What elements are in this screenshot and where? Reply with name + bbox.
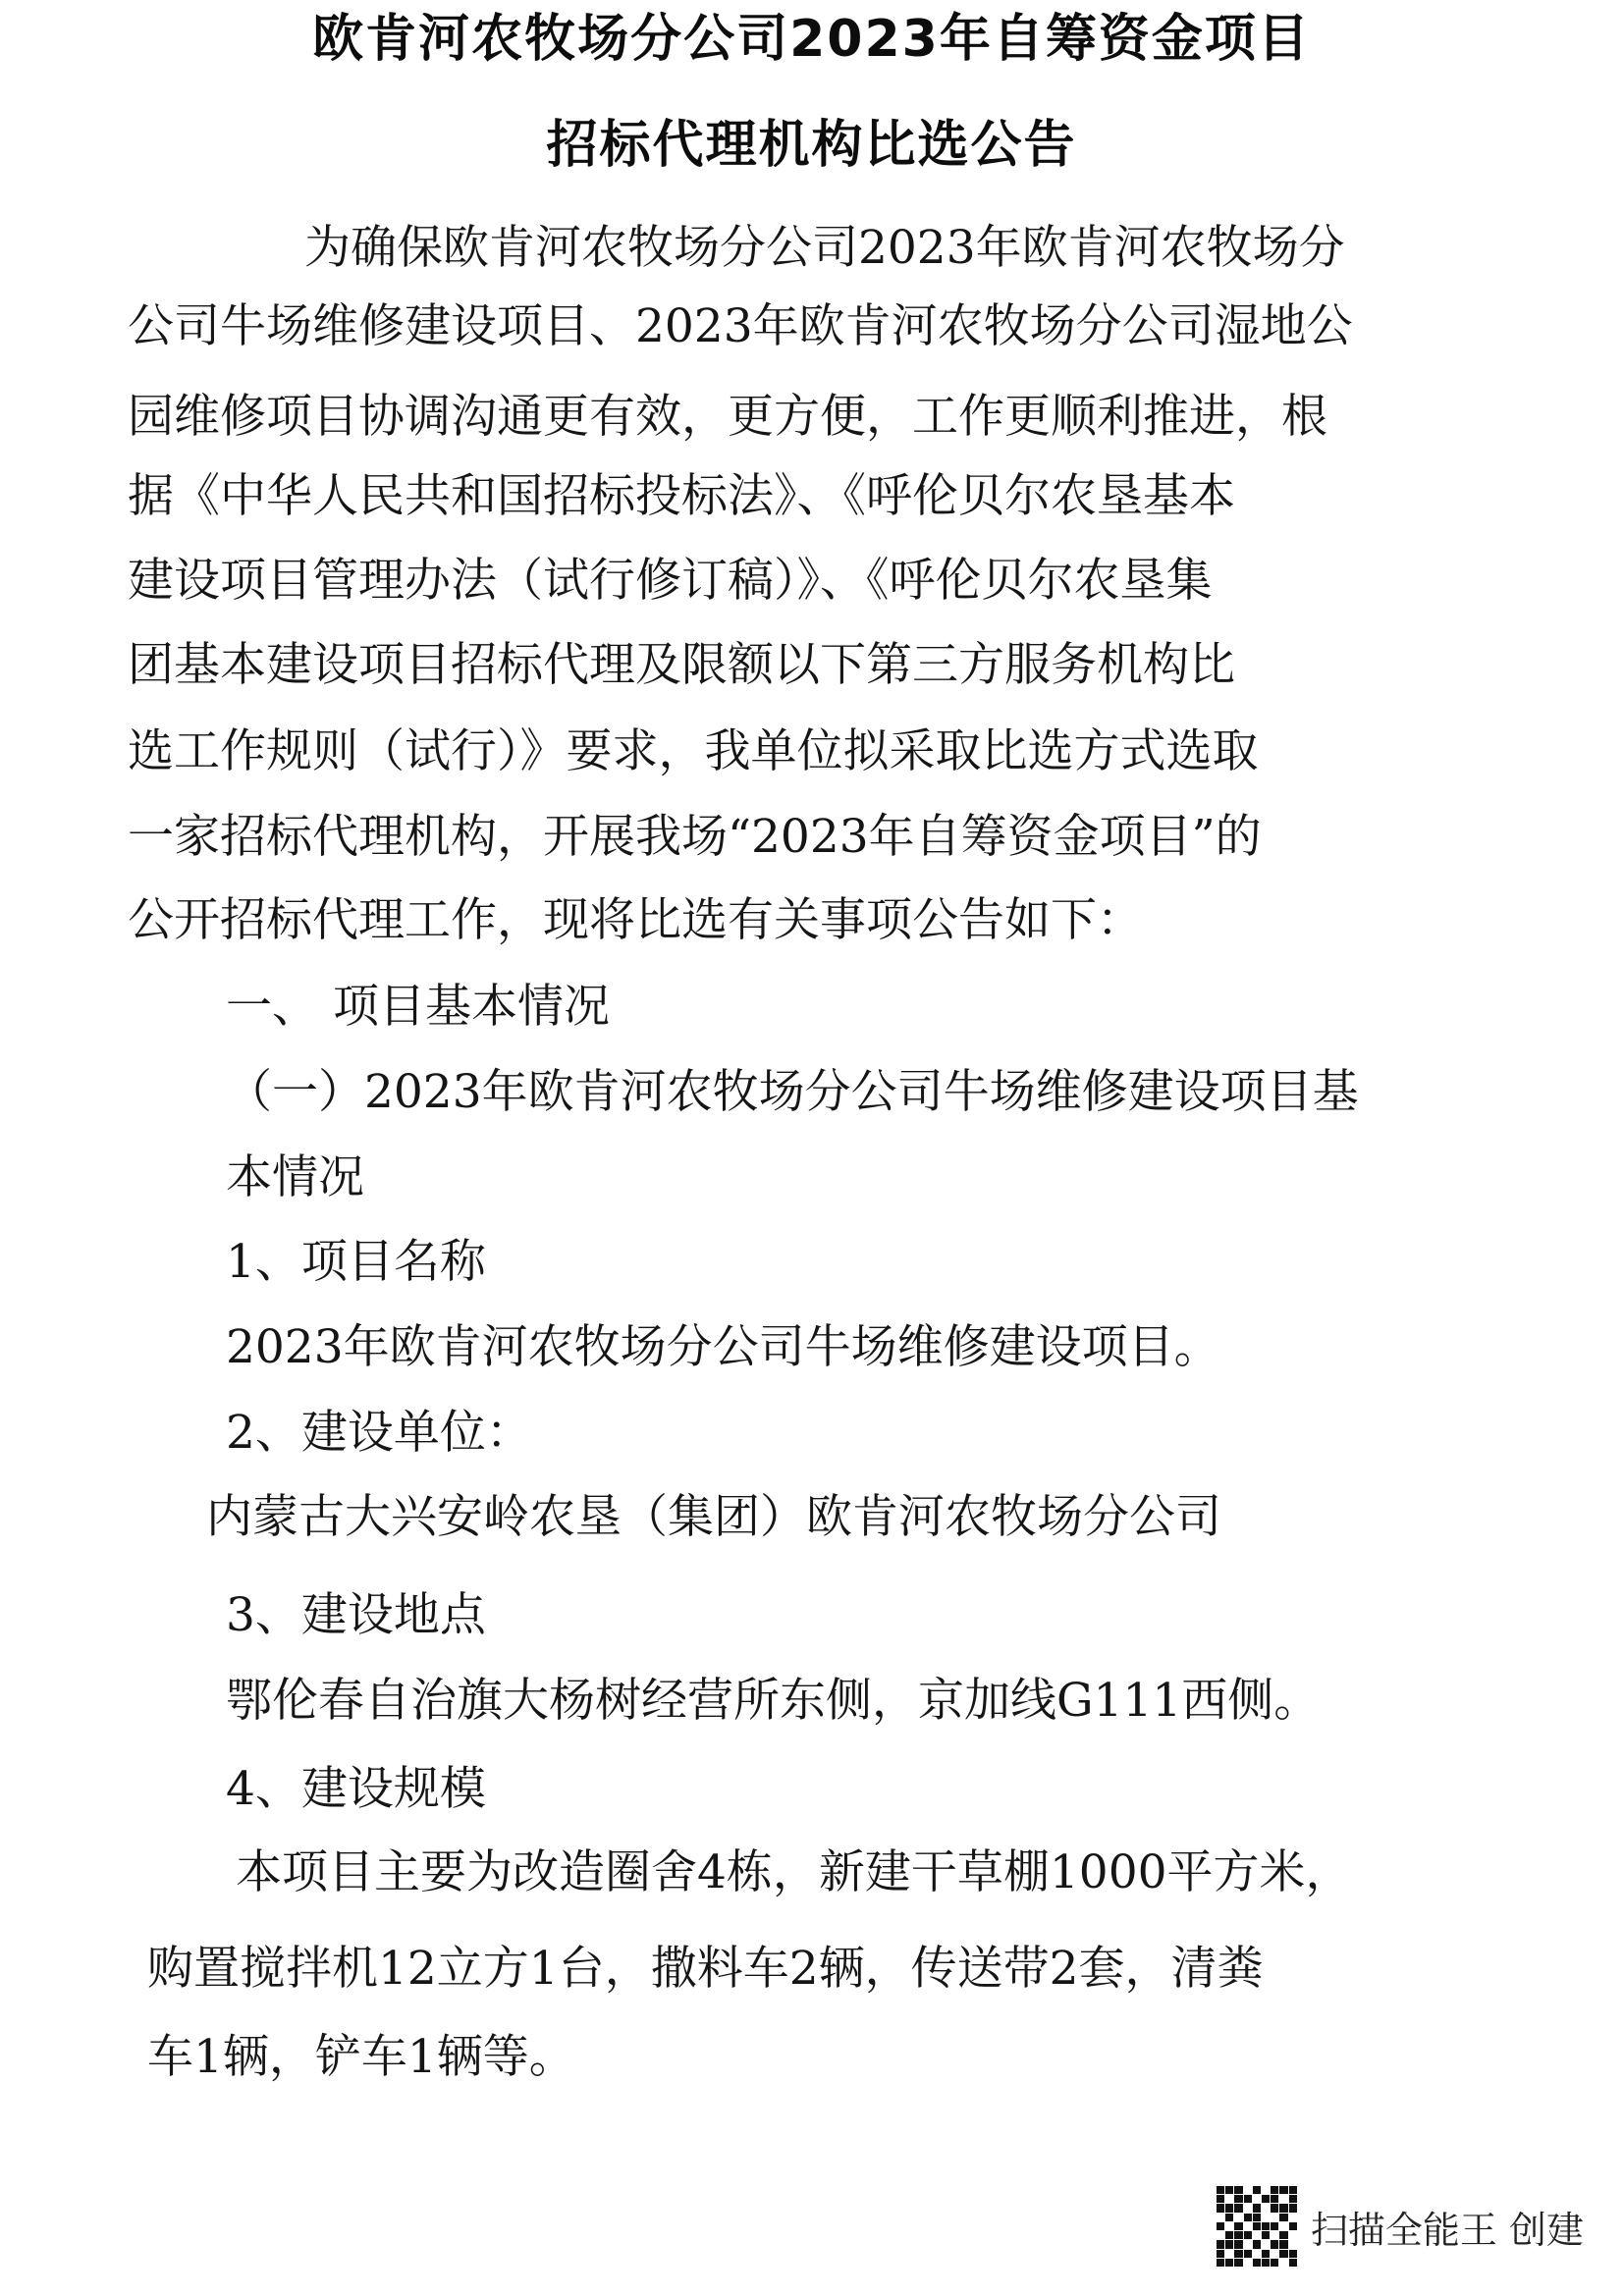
section-heading: 一、 项目基本情况	[226, 980, 610, 1034]
intro-line-8: 一家招标代理机构，开展我场“2023年自筹资金项目”的	[128, 810, 1262, 864]
intro-line-3: 园维修项目协调沟通更有效，更方便，工作更顺利推进，根	[128, 390, 1327, 444]
subsection-heading-line-2: 本情况	[226, 1150, 364, 1204]
document-title-line-1: 欧肯河农牧场分公司2023年自筹资金项目	[312, 10, 1311, 69]
intro-line-4: 据《中华人民共和国招标投标法》、《呼伦贝尔农垦基本	[128, 469, 1235, 523]
item-scale-line-3: 车1辆，铲车1辆等。	[147, 2030, 575, 2084]
item-project-name-value: 2023年欧肯河农牧场分公司牛场维修建设项目。	[226, 1320, 1220, 1374]
intro-line-1: 为确保欧肯河农牧场分公司2023年欧肯河农牧场分	[304, 221, 1345, 275]
item-scale-label: 4、建设规模	[226, 1762, 486, 1816]
item-scale-line-1: 本项目主要为改造圈舍4栋，新建干草棚1000平方米，	[236, 1845, 1352, 1899]
intro-line-9: 公开招标代理工作，现将比选有关事项公告如下：	[128, 893, 1143, 947]
intro-line-7: 选工作规则（试行）》要求，我单位拟采取比选方式选取	[128, 724, 1259, 778]
scanner-app-credit: 扫描全能王 创建	[1310, 2208, 1584, 2252]
document-title-line-2: 招标代理机构比选公告	[546, 116, 1077, 175]
intro-line-5: 建设项目管理办法（试行修订稿）》、《呼伦贝尔农垦集	[128, 554, 1213, 608]
intro-line-6: 团基本建设项目招标代理及限额以下第三方服务机构比	[128, 638, 1235, 692]
item-builder-value: 内蒙古大兴安岭农垦（集团）欧肯河农牧场分公司	[206, 1490, 1221, 1544]
item-builder-label: 2、建设单位：	[226, 1406, 532, 1460]
intro-line-2: 公司牛场维修建设项目、2023年欧肯河农牧场分公司湿地公	[128, 299, 1353, 353]
qr-code-icon	[1217, 2186, 1297, 2267]
item-project-name-label: 1、项目名称	[226, 1235, 486, 1289]
scanner-watermark	[1217, 2186, 1584, 2267]
item-scale-line-2: 购置搅拌机12立方1台，撒料车2辆，传送带2套，清粪	[147, 1942, 1264, 1996]
subsection-heading-line-1: （一）2023年欧肯河农牧场分公司牛场维修建设项目基	[226, 1065, 1359, 1119]
item-location-value: 鄂伦春自治旗大杨树经营所东侧，京加线G111西侧。	[226, 1674, 1321, 1728]
item-location-label: 3、建设地点	[226, 1588, 486, 1642]
